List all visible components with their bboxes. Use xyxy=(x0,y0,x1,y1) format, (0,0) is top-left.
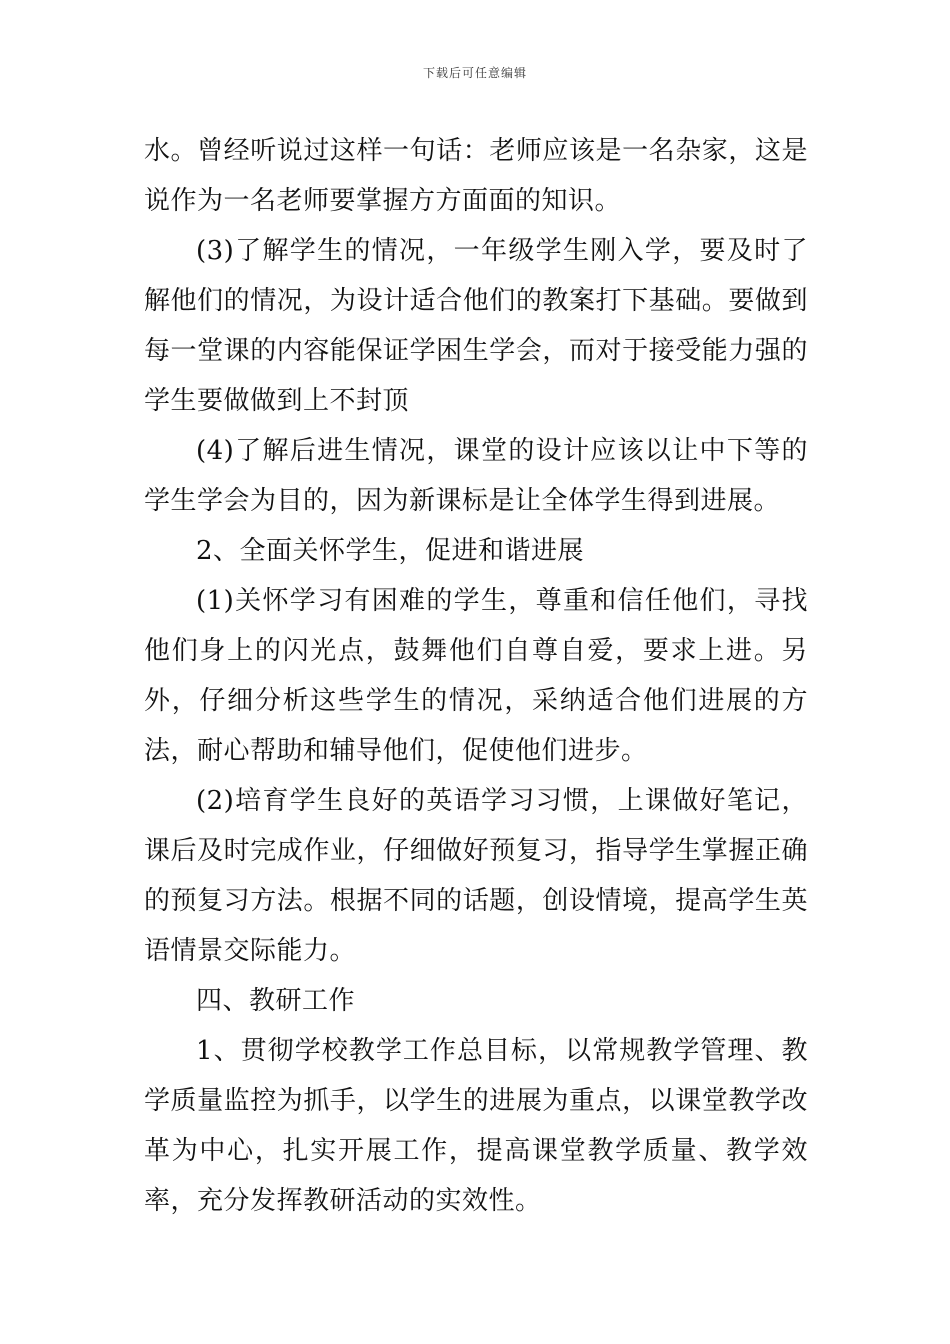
page-header-note: 下载后可任意编辑 xyxy=(422,66,527,80)
paragraph-item-4: (4)了解后进生情况，课堂的设计应该以让中下等的学生学会为目的，因为新课标是让全体学生得到进展。 xyxy=(144,436,808,516)
paragraph-item-2: (2)培育学生良好的英语学习习惯，上课做好笔记，课后及时完成作业，仔细做好预复习，指导学生掌握正确的预复习方法。根据不同的话题，创设情境，提高学生英语情景交际能力。 xyxy=(144,786,808,966)
paragraph-continuation: 水。曾经听说过这样一句话：老师应该是一名杂家，这是说作为一名老师要掌握方方面面的知识。 xyxy=(144,136,808,216)
paragraph-item-1: (1)关怀学习有困难的学生，尊重和信任他们，寻找他们身上的闪光点，鼓舞他们自尊自爱，要求上进。另外，仔细分析这些学生的情况，采纳适合他们进展的方法，耐心帮助和辅导他们，促使他们进步。 xyxy=(144,586,808,766)
document-body xyxy=(144,126,808,1226)
paragraph-research-1: 1、贯彻学校教学工作总目标，以常规教学管理、教学质量监控为抓手，以学生的进展为重点，以课堂教学改革为中心，扎实开展工作，提高课堂教学质量、教学效率，充分发挥教研活动的实效性。 xyxy=(144,1036,808,1216)
section-heading-four: 四、教研工作 xyxy=(196,986,356,1016)
paragraph-item-3: (3)了解学生的情况，一年级学生刚入学，要及时了解他们的情况，为设计适合他们的教案打下基础。要做到每一堂课的内容能保证学困生学会，而对于接受能力强的学生要做做到上不封顶 xyxy=(144,236,808,416)
section-heading-2: 2、全面关怀学生，促进和谐进展 xyxy=(196,536,585,566)
